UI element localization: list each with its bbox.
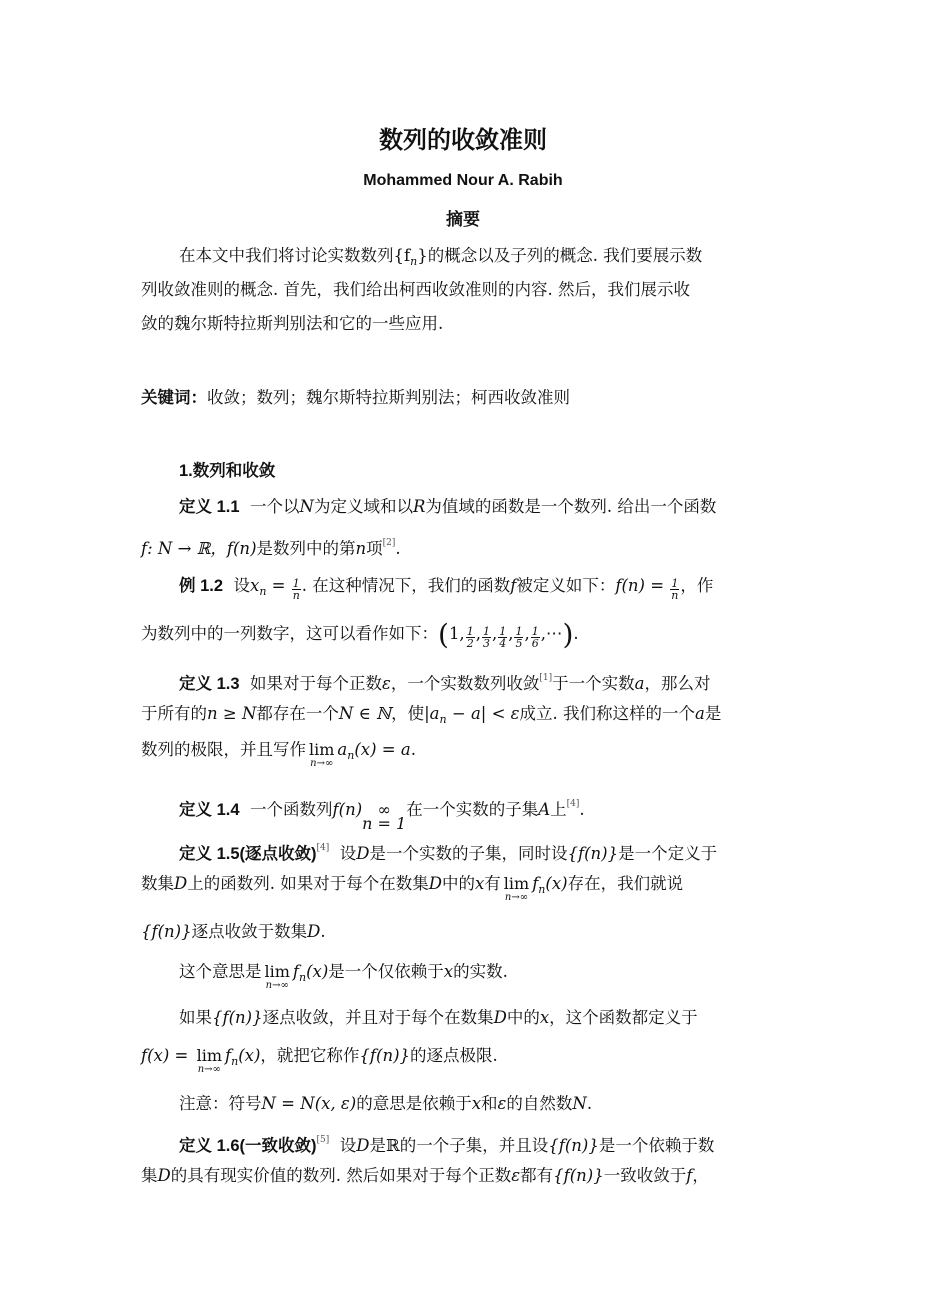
author-name: Mohammed Nour A. Rabih bbox=[363, 172, 563, 189]
keywords bbox=[141, 380, 789, 416]
def-1-1-line-2: f: N → ℝ，f(n)是数列中的第n项[2]. bbox=[141, 538, 401, 558]
abstract-line-1: 在本文中我们将讨论实数数列$\{f_n\}$的概念以及子列的概念. 我们要展示数 bbox=[179, 246, 703, 268]
citation: [2] bbox=[382, 538, 396, 548]
example-1-2-line-2: 为数列中的一列数字，这可以看作如下：(1, $\frac{1}{2}$ , $\frac{1}{3}$ , $\frac{1}{4}$ , $\frac{1}{5}$ , $\frac{1}{6}$ ,⋯). bbox=[141, 618, 579, 651]
paragraph-pointwise-limit-line-2: f(x) = lim n→∞ $f_n(x)$，就把它称作{f(n)}的逐点极限. bbox=[141, 1046, 498, 1075]
def-1-5-line-3: {f(n)}逐点收敛于数集D. bbox=[141, 922, 326, 941]
paragraph-meaning: 这个意思是 lim n→∞ $f_n(x)$是一个仅依赖于x的实数. bbox=[179, 962, 508, 991]
abstract-heading: 摘要 bbox=[446, 210, 480, 230]
def-1-3-line-1: 定义 1.3 如果对于每个正数ε，一个实数数列收敛[1]于一个实数a，那么对 bbox=[179, 673, 711, 693]
def-1-1-line-1: 定义 1.1 一个以N为定义域和以R为值域的函数是一个数列. 给出一个函数 bbox=[179, 497, 717, 516]
def-1-5-line-2: 数集D上的函数列. 如果对于每个在数集D中的x有 lim n→∞ $f_n(x)$存在，我们就说 bbox=[141, 874, 684, 903]
citation: [1] bbox=[539, 673, 553, 683]
paragraph-pointwise-limit-line-1: 如果{f(n)}逐点收敛，并且对于每个在数集D中的x，这个函数都定义于 bbox=[179, 1008, 698, 1027]
citation: [5] bbox=[316, 1135, 330, 1145]
def-1-4: 定义 1.4 一个函数列f(n) ∞ n = 1 在一个实数的子集A上[4]. bbox=[179, 799, 585, 833]
citation: [4] bbox=[566, 799, 580, 809]
keywords-text: 收敛；数列；魏尔斯特拉斯判别法；柯西收敛准则 bbox=[207, 388, 570, 407]
def-1-6-line-1: 定义 1.6(一致收敛)[5] 设D是ℝ的一个子集，并且设{f(n)}是一个依赖于数 bbox=[179, 1135, 715, 1155]
abstract-line-2: 列收敛准则的概念. 首先，我们给出柯西收敛准则的内容. 然后，我们展示收 bbox=[141, 280, 690, 299]
abstract-line-3: 敛的魏尔斯特拉斯判别法和它的一些应用. bbox=[141, 314, 444, 333]
paragraph-note: 注意：符号N = N(x, ε)的意思是依赖于x和ε的自然数N. bbox=[179, 1094, 593, 1113]
citation: [4] bbox=[316, 843, 330, 853]
def-1-5-line-1: 定义 1.5(逐点收敛)[4] 设D是一个实数的子集，同时设{f(n)}是一个定义于 bbox=[179, 843, 718, 863]
section-heading: 1.数列和收敛 bbox=[179, 462, 276, 480]
def-1-3-line-3: 数列的极限，并且写作 lim n→∞ $a_n(x) = a$. bbox=[141, 740, 416, 769]
example-1-2-line-1: 例 1.2 设$x_n$ = $\frac{1}{n}$ . 在这种情况下，我们的函数f被定义如下：f(n) = $\frac{1}{n}$ ，作 bbox=[179, 576, 714, 602]
def-1-6-line-2: 集D的具有现实价值的数列. 然后如果对于每个正数ε都有{f(n)}一致收敛于f， bbox=[141, 1166, 709, 1185]
paper-title: 数列的收敛准则 bbox=[379, 126, 547, 154]
keywords-label: 关键词： bbox=[141, 389, 207, 407]
def-1-3-line-2: 于所有的n ≥ N都存在一个N ∈ ℕ，使$|a_n - a| < \varepsilon$成立. 我们称这样的一个a是 bbox=[141, 704, 722, 726]
